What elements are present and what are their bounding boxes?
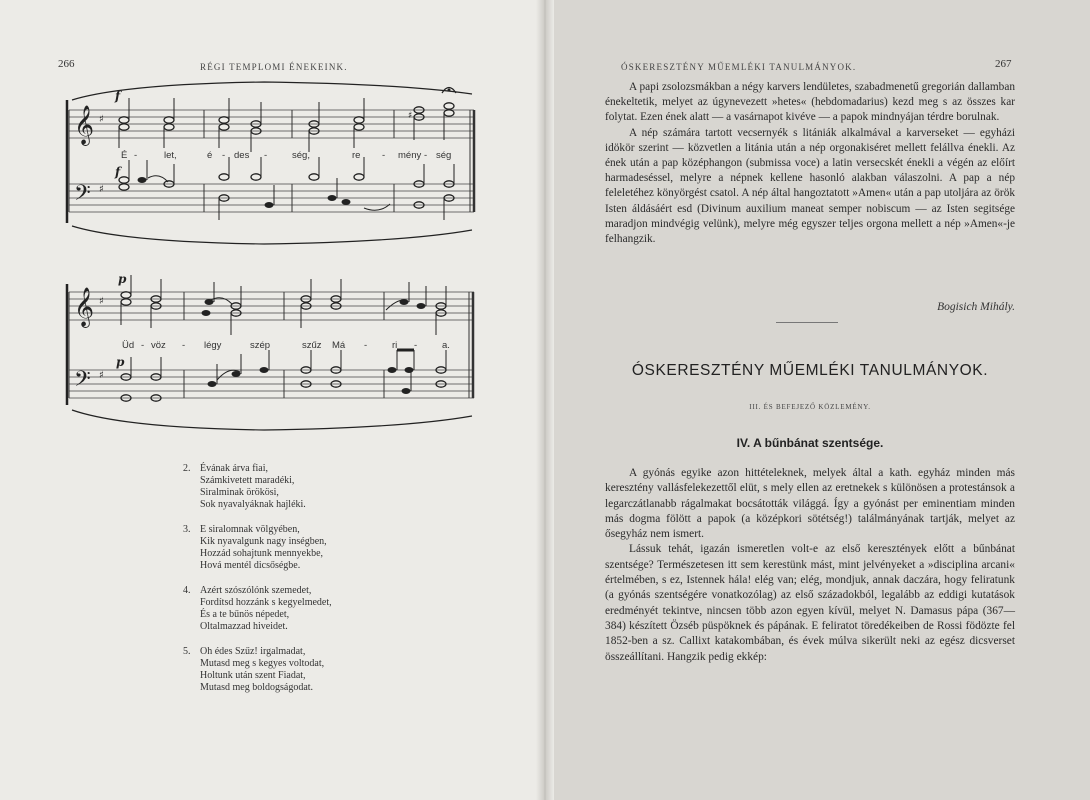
stanza-line: Oltalmazzad hiveidet. (200, 621, 288, 632)
stanza (183, 524, 483, 572)
stanza (183, 463, 483, 511)
lyric-syllable: re (352, 150, 361, 161)
stanza-line: Számkivetett maradéki, (200, 475, 295, 486)
svg-text:p: p (118, 272, 127, 286)
article-subtitle: III. ÉS BEFEJEZŐ KÖZLEMÉNY. (749, 403, 871, 411)
lyric-syllable: - (264, 150, 268, 161)
svg-text:p: p (116, 355, 125, 369)
svg-text:f: f (115, 165, 121, 179)
lyric-syllable: - (414, 340, 418, 351)
stanza-line: És a te bűnös népedet, (200, 609, 290, 620)
svg-text:f: f (115, 89, 121, 103)
article-title: ÓSKERESZTÉNY MŰEMLÉKI TANULMÁNYOK. (631, 362, 989, 379)
music-system-2 (64, 270, 476, 435)
lyric-syllable: mény (398, 150, 422, 161)
lyric-syllable: vöz (151, 340, 166, 351)
stanza-line: Sok nyavalyáknak hajléki. (200, 499, 306, 510)
paragraph: Lássuk tehát, igazán ismeretlen volt-e az első keresztények előtt a bűnbánat szentsége? Természetesen itt sem kerestünk mást, mint jelvényeket a »disciplina arcani« értelmében, s ez, Istennek hála! elég van; elég, mondjuk, annak daczára, hogy feliratunk (a gyónás szentségére vonatkozólag) az első századokból, legalább az eddigi kutatások eredményét tekintve, nincsen több azon egyen kívül, melyet N. Damasus pápa (367—384) készített Özséb püspöknek és pápának. E feliratot töredékeiben de Rossi födözte fel 1852-ben a sz. Callixt katakombában, és évek múlva sikerült neki az egész dicsverset összeállítani. Hangzik pedig ekkép: (605, 543, 1015, 663)
svg-text:♯: ♯ (99, 370, 104, 381)
stanza (183, 646, 483, 694)
stanza-line: Mutasd meg s kegyes voltodat, (200, 658, 325, 669)
stanza-line: Azért szószólónk szemedet, (200, 585, 312, 596)
svg-text:𝄢: 𝄢 (74, 181, 91, 211)
text-block-top (605, 80, 1015, 247)
paragraph: A gyónás egyike azon hittételeknek, melyek által a kath. egyház minden más keresztény vallásfelekezettől elüt, s mely ellen az eretnekek s különösen a protestánsok a legarczátlanabb rágalmakat bocsátották világgá. Így a gyónást per eminentiam minden más dogma fölött a papok (a középkori sötétség!) találmányának tartják, melyet az ősegyház nem ismert. (605, 467, 1015, 541)
lyric-syllable: des (234, 150, 250, 161)
svg-text:♯: ♯ (99, 114, 104, 125)
lyric-syllable: - (364, 340, 368, 351)
stanza-number: 3. (183, 524, 191, 535)
music-system-1 (64, 80, 476, 245)
page-number-right: 267 (995, 58, 1012, 70)
svg-text:𝄞: 𝄞 (74, 287, 95, 327)
lyric-syllable: - (382, 150, 386, 161)
lyric-syllable: ség, (292, 150, 310, 161)
lyric-syllable: ri (392, 340, 398, 351)
lyric-syllable: É (121, 150, 128, 161)
stanza-line: Hová mentél dicsőségbe. (200, 560, 301, 571)
svg-text:♯: ♯ (408, 111, 413, 121)
lyric-syllable: - (182, 340, 186, 351)
text-block-body (605, 466, 1015, 665)
lyric-syllable: - (134, 150, 138, 161)
stanza-line: Fordítsd hozzánk s kegyelmedet, (200, 597, 332, 608)
svg-text:𝄞: 𝄞 (74, 105, 95, 145)
paragraph: A papi zsolozsmákban a négy karvers lendületes, szabadmenetű gregorián dallamban énekeltetik, melyet az úgynevezett »hetes« (hebdomadarius) kezd meg s az összes kar folytat. Ezen ének alatt — a vasárnapot kivéve — a papok mindnyájan térdre borulnak. (605, 81, 1015, 124)
running-head-right: ÓSKERESZTÉNY MŰEMLÉKI TANULMÁNYOK. (621, 62, 857, 72)
stanza-line: Holtunk után szent Fiadat, (200, 670, 306, 681)
svg-text:♯: ♯ (99, 296, 104, 307)
stanza-number: 5. (183, 646, 191, 657)
stanza-number: 2. (183, 463, 191, 474)
stanza (183, 585, 483, 633)
hymn-stanzas (183, 463, 483, 707)
lyric-syllable: - (141, 340, 145, 351)
lyric-syllable: Má (332, 340, 346, 351)
lyrics-system-1 (64, 150, 476, 164)
stanza-line: Évának árva fiai, (200, 463, 269, 474)
stanza-line: E siralomnak völgyében, (200, 524, 300, 535)
lyric-syllable: szép (250, 340, 271, 351)
stanza-line: Mutasd meg boldogságodat. (200, 682, 314, 693)
lyrics-system-2 (64, 340, 476, 354)
stanza-line: Oh édes Szűz! irgalmadat, (200, 646, 306, 657)
section-divider (776, 322, 838, 323)
lyric-syllable: légy (204, 340, 222, 351)
running-head-left: RÉGI TEMPLOMI ÉNEKEINK. (200, 62, 348, 72)
paragraph: A nép számára tartott vecsernyék s litániák alkalmával a karverseket — egyházi idökör szerint — közvetlen a litánia után a nép orgonakiséret mellett felállva énekli. Az ének után a pap középhangon (submissa voce) a latin versecskét énekli a végén az előírt harmadeséssel, melyre a népnek kellene hasonló alakban válaszolni. A pap a nép feleletéhez könyörgést csatol. A nép által hangoztatott »Amen« után a pap utoljára az örök Isten áldásáért esd (Divinum auxilium maneat semper nobiscum — az Isten segitsége maradjon mindvégig velünk), melyre még egyszer teljes orgona mellett a nép »Amen«-je felhangzik. (605, 126, 1015, 246)
stanza-line: Siralminak örökösi, (200, 487, 279, 498)
section-heading: IV. A bűnbánat szentsége. (736, 436, 884, 450)
svg-text:𝄢: 𝄢 (74, 367, 91, 397)
lyric-syllable: - (424, 150, 428, 161)
lyric-syllable: let, (164, 150, 177, 161)
stanza-number: 4. (183, 585, 191, 596)
svg-text:♯: ♯ (99, 184, 104, 195)
lyric-syllable: a. (442, 340, 450, 351)
author-signature: Bogisich Mihály. (937, 301, 1015, 313)
page-number-left: 266 (58, 58, 75, 70)
stanza-line: Hozzád sohajtunk mennyekbe, (200, 548, 324, 559)
stanza-line: Kik nyavalgunk nagy inségben, (200, 536, 327, 547)
lyric-syllable: Üd (122, 340, 135, 351)
lyric-syllable: é (207, 150, 213, 161)
lyric-syllable: - (222, 150, 226, 161)
lyric-syllable: szűz (302, 340, 322, 351)
lyric-syllable: ség (436, 150, 452, 161)
